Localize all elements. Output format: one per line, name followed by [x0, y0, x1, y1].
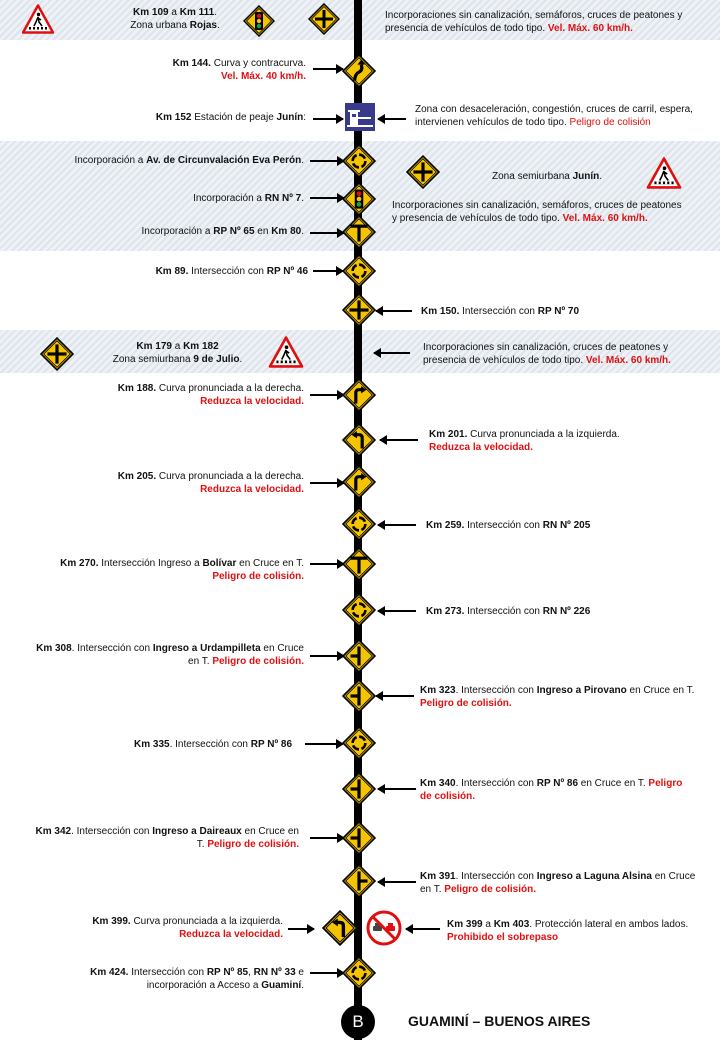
text-bold: RP Nº 86	[250, 739, 292, 750]
text-run: en Cruce en T.	[626, 685, 695, 696]
text-bold: RN Nº 33	[253, 967, 296, 978]
entry-km205	[60, 470, 304, 496]
entry-km335	[60, 738, 292, 751]
entry-junin-zone	[492, 170, 642, 183]
text-bold: Km 399	[447, 919, 483, 930]
text-bold: Km 335	[134, 739, 170, 750]
text-bold: RN Nº 205	[542, 520, 591, 531]
text-bold: 9 de Julio	[193, 354, 240, 365]
arrow-right-km152	[313, 118, 343, 120]
arrow-right-km308	[310, 655, 344, 657]
entry-km179-9-de-julio	[95, 340, 260, 366]
text-run: presencia de vehículos de todo tipo.	[423, 355, 586, 366]
text-run: Zona semiurbana	[112, 354, 194, 365]
text-run: ,	[248, 967, 254, 978]
text-run: a	[168, 7, 180, 18]
text-bold: RN Nº 7	[264, 193, 302, 204]
arrow-right-rn7	[310, 197, 344, 199]
text-run: Intersección con	[464, 520, 543, 531]
text-run: T.	[196, 839, 208, 850]
text-run: Intersección con	[188, 266, 267, 277]
toll-booth-sign-icon	[345, 103, 375, 131]
text-bold: Km 259.	[426, 520, 465, 531]
text-run: . Intersección con	[455, 871, 537, 882]
text-run: . Protección lateral en ambos lados.	[529, 919, 689, 930]
text-warning: Prohibido el sobrepaso	[447, 932, 559, 943]
text-bold: Km 150.	[421, 306, 460, 317]
entry-rojas-zone-info	[385, 9, 720, 35]
text-run: :	[303, 112, 306, 123]
text-run: en	[254, 226, 272, 237]
text-bold: Km 152	[155, 112, 192, 123]
entry-km273	[426, 605, 686, 618]
text-run: en Cruce	[651, 871, 696, 882]
arrow-left-km259	[378, 524, 416, 526]
text-run: .	[239, 354, 243, 365]
arrow-right-km188	[310, 394, 344, 396]
traffic-light-sign-icon	[342, 182, 376, 216]
text-bold: Km 273.	[426, 606, 465, 617]
text-run: intervienen vehículos de todo tipo.	[415, 117, 570, 128]
entry-km424	[40, 966, 304, 992]
text-warning: Peligro de colisión.	[420, 698, 512, 709]
arrow-right-km335	[305, 743, 343, 745]
traffic-light-sign-icon	[243, 5, 275, 37]
arrow-right-km424	[310, 972, 344, 974]
text-warning: Vel. Máx. 40 km/h.	[220, 71, 306, 82]
crossroad-sign-icon	[342, 293, 376, 327]
side-junction-left-sign-icon	[342, 639, 376, 673]
text-run: en Cruce en T.	[236, 558, 304, 569]
pedestrian-crossing-sign-icon	[22, 4, 54, 34]
text-run: Zona con desaceleración, congestión, cruces de carril, espera,	[415, 104, 693, 115]
sharp-right-curve-sign-icon	[342, 378, 376, 412]
text-bold: RN Nº 226	[542, 606, 591, 617]
pedestrian-crossing-sign-icon	[646, 157, 682, 189]
entry-km201	[429, 428, 689, 454]
text-run: .	[301, 193, 304, 204]
arrow-left-km273	[378, 610, 416, 612]
arrow-left-km323	[376, 695, 414, 697]
entry-km399-curve	[40, 915, 283, 941]
arrow-right-km144	[313, 68, 343, 70]
text-warning: Reduzca la velocidad.	[179, 929, 283, 940]
text-bold: Km 342	[35, 826, 72, 837]
text-run: Zona urbana	[130, 20, 190, 31]
text-run: .	[216, 20, 220, 31]
text-bold: Km 111	[179, 7, 215, 18]
text-bold: Km 205.	[117, 471, 157, 482]
arrow-right-km342	[310, 837, 344, 839]
side-junction-left-sign-icon	[342, 679, 376, 713]
entry-km89	[60, 265, 308, 278]
arrow-right-km89	[313, 270, 343, 272]
crossroad-sign-icon	[308, 3, 340, 35]
text-run: a	[482, 919, 494, 930]
arrow-left-km399-protection	[406, 928, 440, 930]
double-curve-sign-icon	[342, 54, 376, 88]
text-run: presencia de vehículos de todo tipo.	[385, 23, 548, 34]
entry-km399-protection	[447, 918, 720, 944]
roundabout-sign-icon	[342, 254, 376, 288]
text-warning: Peligro de colisión.	[212, 571, 304, 582]
pedestrian-crossing-sign-icon	[268, 336, 304, 368]
text-bold: Km 89.	[155, 266, 189, 277]
text-run: Curva pronunciada a la derecha.	[156, 471, 304, 482]
text-bold: Km 403	[493, 919, 530, 930]
text-run: .	[301, 155, 304, 166]
text-run: en Cruce en T.	[578, 778, 649, 789]
crossroad-sign-icon	[406, 155, 440, 189]
entry-km109-rojas	[105, 6, 245, 32]
text-warning: Vel. Máx. 60 km/h.	[562, 213, 648, 224]
no-overtaking-sign-icon	[366, 910, 402, 946]
text-run: . Intersección con	[71, 643, 153, 654]
text-bold: Km 109	[133, 7, 169, 18]
text-bold: RP Nº 65	[213, 226, 255, 237]
text-run: .	[301, 980, 304, 991]
text-run: Curva pronunciada a la izquierda.	[467, 429, 620, 440]
entry-rp65	[60, 225, 304, 238]
text-run: a	[171, 341, 184, 352]
text-bold: Km 424.	[90, 967, 129, 978]
text-run: .	[301, 226, 304, 237]
roundabout-sign-icon	[342, 726, 376, 760]
text-bold: Bolívar	[202, 558, 237, 569]
text-bold: Km 391	[420, 871, 456, 882]
entry-km391	[420, 870, 720, 896]
text-bold: Km 323	[420, 685, 456, 696]
arrow-left-9-de-julio-info	[374, 352, 410, 354]
text-run: en Cruce en	[241, 826, 299, 837]
arrow-left-km340	[378, 788, 416, 790]
entry-km152-toll	[60, 111, 306, 124]
arrow-right-km399-curve	[288, 928, 314, 930]
roundabout-sign-icon	[342, 956, 376, 990]
text-run: Incorporaciones sin canalización, semáforos, cruces de peatones y	[385, 10, 683, 21]
text-bold: Ingreso a Daireaux	[152, 826, 242, 837]
t-junction-sign-icon	[342, 547, 376, 581]
entry-rn7	[60, 192, 304, 205]
text-warning: Reduzca la velocidad.	[429, 442, 533, 453]
side-junction-left-sign-icon	[342, 821, 376, 855]
text-run: Incorporaciones sin canalización, semáforos, cruces de peatones	[392, 200, 682, 211]
text-run: Intersección Ingreso a	[98, 558, 203, 569]
text-bold: Rojas	[189, 20, 217, 31]
text-run: Incorporaciones sin canalización, cruces de peatones y	[423, 342, 669, 353]
entry-km144-curve	[60, 57, 306, 83]
text-run: Incorporación a	[74, 155, 147, 166]
text-warning: Peligro de colisión	[569, 117, 651, 128]
arrow-left-km391	[378, 881, 416, 883]
text-run: . Intersección con	[455, 778, 537, 789]
text-run: Estación de peaje	[191, 112, 277, 123]
text-bold: Av. de Circunvalación Eva Perón	[146, 155, 302, 166]
text-bold: Ingreso a Pirovano	[536, 685, 627, 696]
text-bold: Km 144.	[172, 58, 211, 69]
text-run: .	[599, 171, 603, 182]
text-run: . Intersección con	[455, 685, 537, 696]
arrow-left-km201	[380, 439, 418, 441]
text-run: . Intersección con	[71, 826, 153, 837]
entry-km270	[20, 557, 304, 583]
text-warning: Vel. Máx. 60 km/h.	[547, 23, 633, 34]
crossroad-sign-icon	[40, 337, 74, 371]
side-junction-left-sign-icon	[342, 772, 376, 806]
arrow-right-km205	[310, 482, 344, 484]
text-warning: Peligro de colisión.	[212, 656, 304, 667]
text-warning: de colisión.	[420, 791, 476, 802]
text-bold: RP Nº 46	[266, 266, 308, 277]
text-bold: Ingreso a Urdampilleta	[152, 643, 261, 654]
entry-toll-zone-info	[415, 103, 720, 129]
text-run: Zona semiurbana	[492, 171, 573, 182]
text-bold: Km 399.	[92, 916, 131, 927]
text-bold: RP Nº 86	[536, 778, 578, 789]
entry-km342	[5, 825, 299, 851]
roundabout-sign-icon	[342, 144, 376, 178]
entry-km188	[60, 382, 304, 408]
text-run: y presencia de vehículos de todo tipo.	[392, 213, 563, 224]
entry-av-circunvalacion	[20, 154, 304, 167]
arrow-right-km270	[310, 563, 344, 565]
text-run: e	[295, 967, 304, 978]
text-bold: Km 182	[183, 341, 219, 352]
sharp-right-curve-sign-icon	[342, 465, 376, 499]
text-run: Intersección con	[459, 306, 538, 317]
text-run: Incorporación a	[141, 226, 214, 237]
roundabout-sign-icon	[342, 507, 376, 541]
entry-km259	[426, 519, 686, 532]
side-junction-right-sign-icon	[342, 864, 376, 898]
text-warning: Peligro de colisión.	[444, 884, 536, 895]
text-run: en Cruce	[260, 643, 304, 654]
text-run: Curva y contracurva.	[210, 58, 306, 69]
route-end-marker: B	[341, 1005, 375, 1039]
text-bold: Guaminí	[261, 980, 302, 991]
entry-km308	[5, 642, 304, 668]
text-run: Intersección con	[128, 967, 207, 978]
text-bold: Km 188.	[117, 383, 157, 394]
roundabout-sign-icon	[342, 593, 376, 627]
text-bold: Junín	[276, 112, 304, 123]
text-warning: Peligro de colisión.	[207, 839, 299, 850]
text-warning: Vel. Máx. 60 km/h.	[585, 355, 671, 366]
text-run: en T.	[420, 884, 445, 895]
text-warning: Peligro	[648, 778, 683, 789]
text-bold: Km 340	[420, 778, 456, 789]
entry-km323	[420, 684, 720, 710]
entry-km340	[420, 777, 720, 803]
entry-9-de-julio-zone-info	[423, 341, 720, 367]
text-bold: Km 179	[136, 341, 172, 352]
text-run: incorporación a Acceso a	[146, 980, 262, 991]
text-bold: Ingreso a Laguna Alsina	[536, 871, 652, 882]
text-bold: RP Nº 85	[206, 967, 249, 978]
destination-title: GUAMINÍ – BUENOS AIRES	[408, 1013, 591, 1029]
text-run: Curva pronunciada a la izquierda.	[130, 916, 283, 927]
text-warning: Reduzca la velocidad.	[200, 484, 304, 495]
entry-km150	[421, 305, 681, 318]
arrow-right-circunvalacion	[310, 160, 344, 162]
text-run: Incorporación a	[193, 193, 265, 204]
text-bold: Km 270.	[60, 558, 99, 569]
arrow-left-km150	[376, 310, 412, 312]
t-junction-sign-icon	[342, 215, 376, 249]
text-run: Curva pronunciada a la derecha.	[156, 383, 304, 394]
entry-junin-zone-info	[392, 199, 720, 225]
text-bold: RP Nº 70	[537, 306, 579, 317]
sharp-left-curve-sign-icon	[342, 423, 376, 457]
text-run: en T.	[188, 656, 213, 667]
arrow-right-rp65	[310, 232, 344, 234]
text-run: Intersección con	[464, 606, 543, 617]
text-bold: Km 308	[36, 643, 72, 654]
text-warning: Reduzca la velocidad.	[200, 396, 304, 407]
text-run: .	[214, 7, 217, 18]
sharp-left-curve-sign-icon	[322, 910, 358, 946]
text-bold: Junín	[572, 171, 600, 182]
text-bold: Km 201.	[429, 429, 468, 440]
text-bold: Km 80	[271, 226, 302, 237]
text-run: . Intersección con	[169, 739, 251, 750]
arrow-left-toll-info	[378, 118, 406, 120]
